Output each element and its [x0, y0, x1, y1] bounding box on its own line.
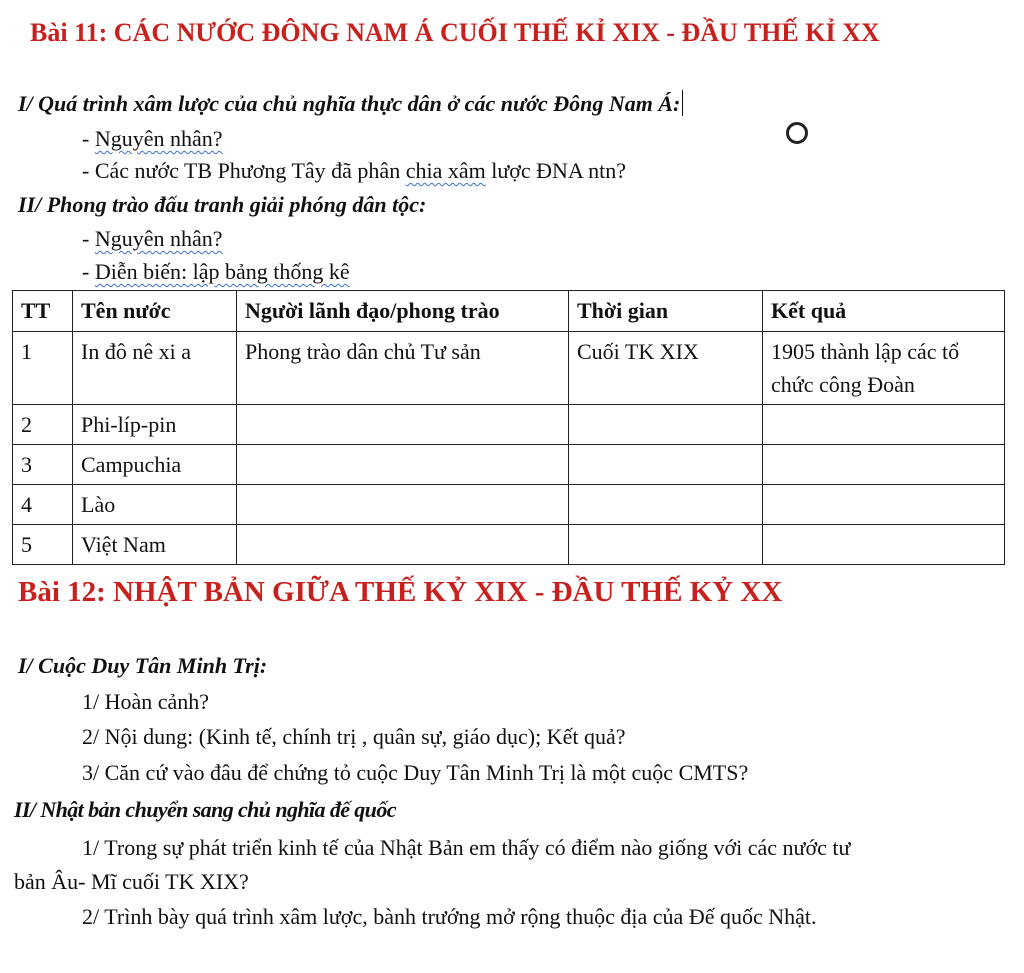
table-cell: [237, 525, 569, 565]
table-cell: [763, 405, 1005, 445]
table-row: [13, 332, 1005, 405]
table-cell: 3: [13, 445, 73, 485]
table-cell: [763, 485, 1005, 525]
table-cell: [569, 525, 763, 565]
table-cell: 4: [13, 485, 73, 525]
bullet-dash: -: [82, 259, 95, 284]
lesson12-section1-heading: I/ Cuộc Duy Tân Minh Trị:: [18, 653, 268, 678]
lesson12-s2-q1-line1: 1/ Trong sự phát triển kinh tế của Nhật Bản em thấy có điểm nào giống với các nước tư: [82, 835, 851, 860]
lesson12-s1-q1: 1/ Hoàn cảnh?: [82, 689, 210, 714]
bullet-dash: -: [82, 126, 95, 151]
table-cell: [763, 525, 1005, 565]
table-cell: 1905 thành lập các tổ chức công Đoàn: [763, 332, 1005, 405]
table-cell: [569, 485, 763, 525]
lesson11-s1-item1-text: Nguyên nhân?: [94, 126, 223, 151]
lesson11-s1-item2-a: - Các nước TB Phương Tây đã phân: [82, 158, 406, 183]
header-cell: Thời gian: [569, 291, 763, 332]
table-row: [13, 485, 1005, 525]
table-cell: [763, 445, 1005, 485]
lesson12-s2-q1-line2: bản Âu- Mĩ cuối TK XIX?: [14, 869, 249, 894]
table-cell: [237, 485, 569, 525]
lesson11-section1-text: I/ Quá trình xâm lược của chủ nghĩa thực dân ở các nước Đông Nam Á:: [18, 91, 681, 116]
lesson12-s2-q2: 2/ Trình bày quá trình xâm lược, bành trướng mở rộng thuộc địa của Đế quốc Nhật.: [82, 904, 817, 929]
header-cell: Kết quả: [763, 291, 1005, 332]
table-cell: 5: [13, 525, 73, 565]
lesson11-s2-item2-text: Diễn biến: lập bảng thống kê: [94, 259, 350, 284]
lesson11-s2-item1-text: Nguyên nhân?: [94, 226, 223, 251]
lesson11-s1-item2-c: lược ĐNA ntn?: [485, 158, 626, 183]
table-cell: Lào: [73, 485, 237, 525]
table-cell: Phong trào dân chủ Tư sản: [237, 332, 569, 405]
table-cell: Phi-líp-pin: [73, 405, 237, 445]
table-cell: [569, 405, 763, 445]
lesson12-title: Bài 12: NHẬT BẢN GIỮA THẾ KỶ XIX - ĐẦU THẾ KỶ XX: [18, 576, 783, 608]
table-cell: In đô nê xi a: [73, 332, 237, 405]
table-cell: Việt Nam: [73, 525, 237, 565]
table-cell: [237, 405, 569, 445]
statistics-table: [12, 290, 1005, 565]
lesson11-title: Bài 11: CÁC NƯỚC ĐÔNG NAM Á CUỐI THẾ KỈ XIX - ĐẦU THẾ KỈ XX: [30, 18, 880, 47]
header-cell: Người lãnh đạo/phong trào: [237, 291, 569, 332]
table-cell: 2: [13, 405, 73, 445]
table-row: [13, 445, 1005, 485]
table-row: [13, 405, 1005, 445]
lesson12-s1-q2: 2/ Nội dung: (Kinh tế, chính trị , quân sự, giáo dục); Kết quả?: [82, 724, 626, 749]
table-header-row: [13, 291, 1005, 332]
table-cell: Cuối TK XIX: [569, 332, 763, 405]
lesson11-s1-item2-b: chia xâm: [405, 158, 486, 183]
table-cell: [237, 445, 569, 485]
lesson11-section1-heading: [18, 90, 683, 117]
table-row: [13, 525, 1005, 565]
table-cell: Campuchia: [73, 445, 237, 485]
table-cell: [569, 445, 763, 485]
circle-icon: [786, 122, 808, 144]
lesson11-s2-item1: [82, 226, 223, 252]
table-cell: 1: [13, 332, 73, 405]
lesson11-s2-item2: [82, 259, 350, 285]
lesson12-s1-q3: 3/ Căn cứ vào đâu để chứng tỏ cuộc Duy Tân Minh Trị là một cuộc CMTS?: [82, 760, 749, 785]
lesson12-section2-heading: II/ Nhật bản chuyển sang chủ nghĩa đế quốc: [14, 797, 396, 822]
bullet-dash: -: [82, 226, 95, 251]
lesson11-s1-item2: [82, 158, 626, 184]
lesson11-s1-item1: [82, 126, 223, 152]
header-cell: Tên nước: [73, 291, 237, 332]
header-cell: TT: [13, 291, 73, 332]
text-cursor-icon: [682, 90, 683, 116]
lesson11-section2-heading: II/ Phong trào đấu tranh giải phóng dân tộc:: [18, 192, 427, 217]
